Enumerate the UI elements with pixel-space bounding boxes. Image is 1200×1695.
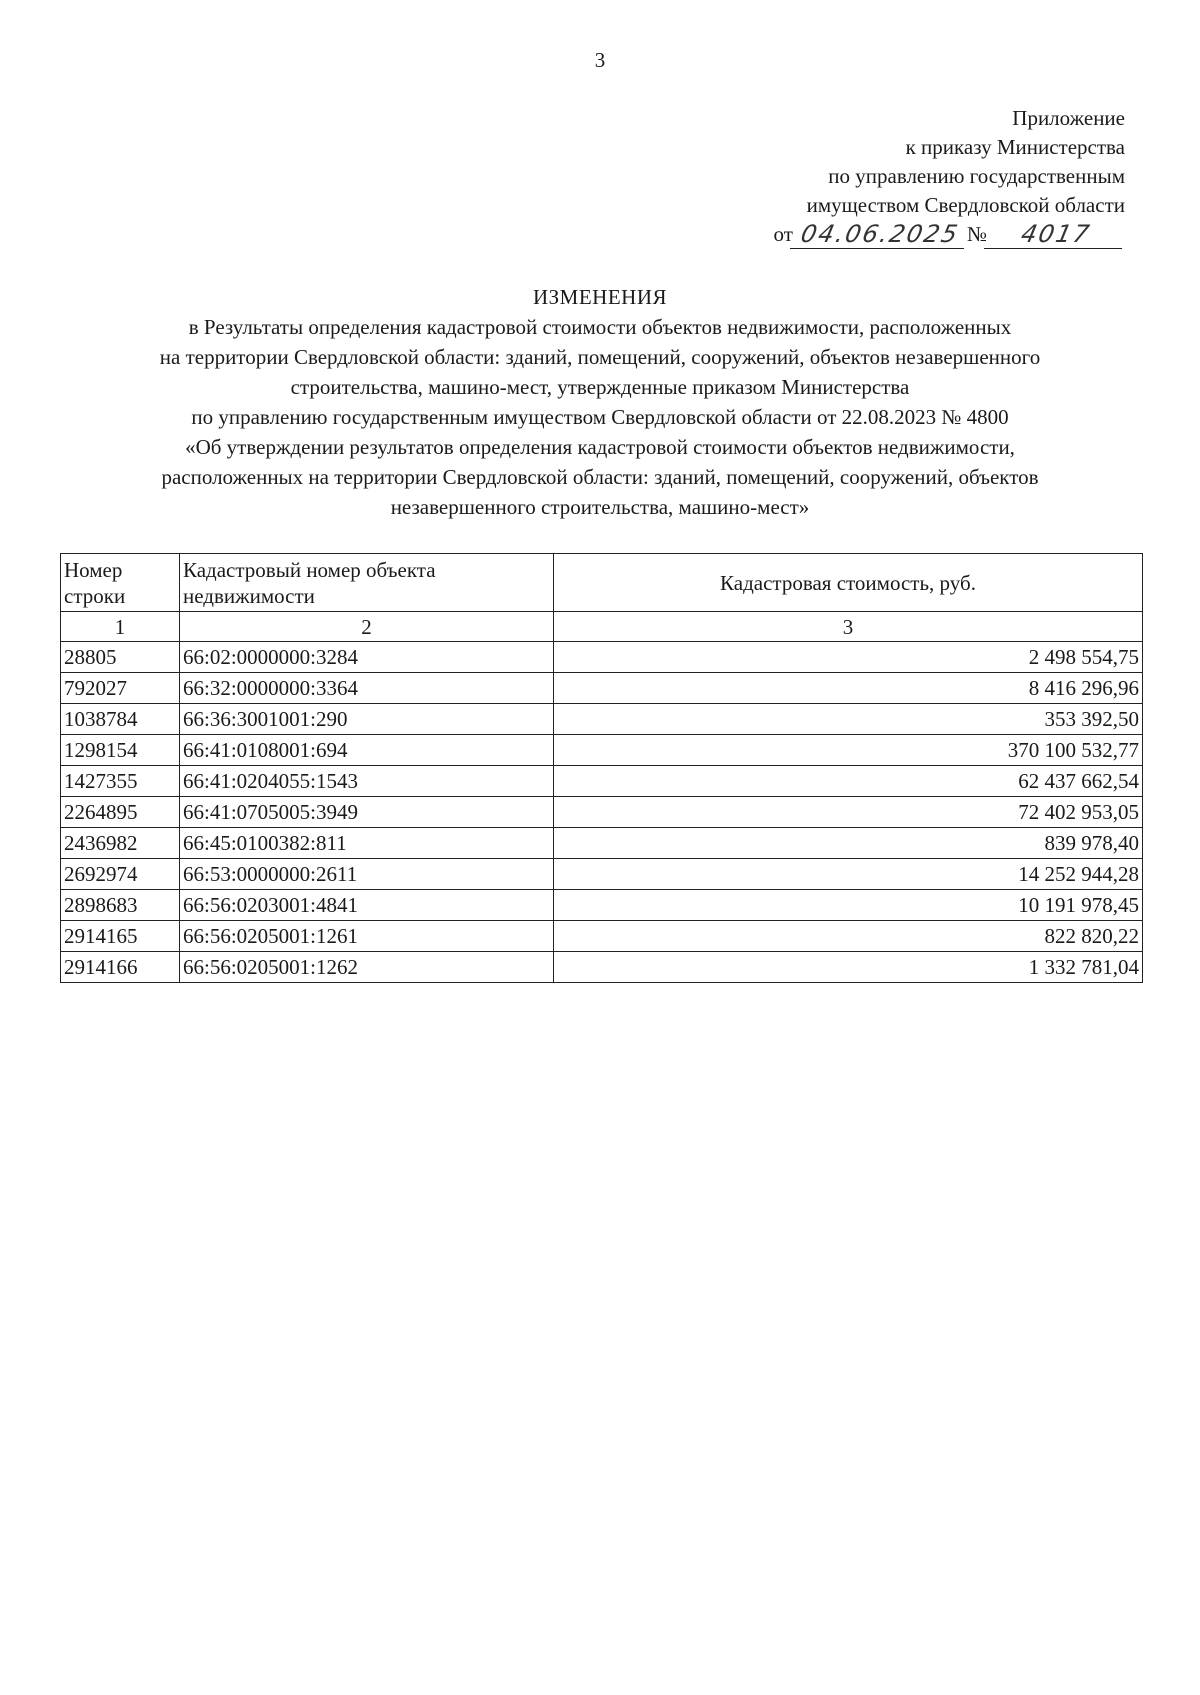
table-row — [61, 828, 1143, 859]
row-number-cell: 792027 — [61, 673, 180, 704]
table-row — [61, 890, 1143, 921]
column-number: 1 — [61, 612, 180, 642]
table-row — [61, 797, 1143, 828]
heading-line: по управлению государственным имуществом Свердловской области от 22.08.2023 № 4800 — [191, 405, 1009, 429]
cadastral-value-cell: 72 402 953,05 — [554, 797, 1143, 828]
cadastral-number-cell: 66:41:0204055:1543 — [180, 766, 554, 797]
date-prefix: от — [773, 222, 793, 246]
row-number-cell: 1038784 — [61, 704, 180, 735]
cadastral-number-cell: 66:32:0000000:3364 — [180, 673, 554, 704]
document-title: ИЗМЕНЕНИЯ — [532, 285, 668, 309]
cadastral-number-cell: 66:02:0000000:3284 — [180, 642, 554, 673]
page-number: 3 — [594, 48, 606, 72]
row-number-cell: 1427355 — [61, 766, 180, 797]
heading-line: незавершенного строительства, машино-мест» — [390, 495, 810, 519]
handwritten-order-number: 4017 — [984, 220, 1128, 249]
number-sign: № — [966, 222, 987, 246]
table-row — [61, 859, 1143, 890]
row-number-cell: 2436982 — [61, 828, 180, 859]
header-row-number: Номер строки — [61, 554, 180, 612]
heading-line: строительства, машино-мест, утвержденные приказом Министерства — [290, 375, 910, 399]
cadastral-number-cell: 66:56:0205001:1261 — [180, 921, 554, 952]
document-heading — [0, 282, 1200, 522]
row-number-cell: 28805 — [61, 642, 180, 673]
cadastral-value-cell: 353 392,50 — [554, 704, 1143, 735]
cadastral-value-cell: 14 252 944,28 — [554, 859, 1143, 890]
cadastral-number-cell: 66:56:0205001:1262 — [180, 952, 554, 983]
table-row — [61, 642, 1143, 673]
heading-line: расположенных на территории Свердловской области: зданий, помещений, сооружений, объектов — [161, 465, 1039, 489]
cadastral-number-cell: 66:41:0705005:3949 — [180, 797, 554, 828]
row-number-cell: 2914166 — [61, 952, 180, 983]
appendix-line: Приложение — [1012, 106, 1125, 130]
row-number-cell: 1298154 — [61, 735, 180, 766]
cadastral-value-cell: 370 100 532,77 — [554, 735, 1143, 766]
appendix-line: к приказу Министерства — [905, 135, 1125, 159]
heading-line: «Об утверждении результатов определения кадастровой стоимости объектов недвижимости, — [185, 435, 1015, 459]
cadastral-number-cell: 66:53:0000000:2611 — [180, 859, 554, 890]
cadastral-number-cell: 66:56:0203001:4841 — [180, 890, 554, 921]
cadastral-value-cell: 2 498 554,75 — [554, 642, 1143, 673]
table-column-number-row — [61, 612, 1143, 642]
cadastral-number-cell: 66:41:0108001:694 — [180, 735, 554, 766]
row-number-cell: 2264895 — [61, 797, 180, 828]
cadastral-value-table — [60, 553, 1143, 983]
cadastral-value-cell: 839 978,40 — [554, 828, 1143, 859]
handwritten-date: 04.06.2025 — [790, 220, 970, 249]
appendix-line: по управлению государственным — [828, 164, 1125, 188]
cadastral-value-cell: 10 191 978,45 — [554, 890, 1143, 921]
table-row — [61, 673, 1143, 704]
order-date-number-line — [774, 220, 1125, 249]
table-row — [61, 921, 1143, 952]
column-number: 3 — [554, 612, 1143, 642]
header-cadastral-number: Кадастровый номер объекта недвижимости — [180, 554, 554, 612]
table-body — [61, 642, 1143, 983]
row-number-cell: 2692974 — [61, 859, 180, 890]
row-number-cell: 2914165 — [61, 921, 180, 952]
table-header-row — [61, 554, 1143, 612]
table-row — [61, 952, 1143, 983]
column-number: 2 — [180, 612, 554, 642]
appendix-line: имуществом Свердловской области — [806, 193, 1125, 217]
heading-line: в Результаты определения кадастровой стоимости объектов недвижимости, расположенных — [188, 315, 1012, 339]
row-number-cell: 2898683 — [61, 890, 180, 921]
cadastral-number-cell: 66:36:3001001:290 — [180, 704, 554, 735]
table-row — [61, 735, 1143, 766]
appendix-block — [774, 104, 1125, 249]
header-cadastral-value: Кадастровая стоимость, руб. — [554, 554, 1143, 612]
heading-line: на территории Свердловской области: зданий, помещений, сооружений, объектов незавершенного — [159, 345, 1041, 369]
table-row — [61, 704, 1143, 735]
cadastral-value-cell: 8 416 296,96 — [554, 673, 1143, 704]
cadastral-value-cell: 62 437 662,54 — [554, 766, 1143, 797]
cadastral-value-cell: 822 820,22 — [554, 921, 1143, 952]
cadastral-value-cell: 1 332 781,04 — [554, 952, 1143, 983]
table-row — [61, 766, 1143, 797]
cadastral-number-cell: 66:45:0100382:811 — [180, 828, 554, 859]
